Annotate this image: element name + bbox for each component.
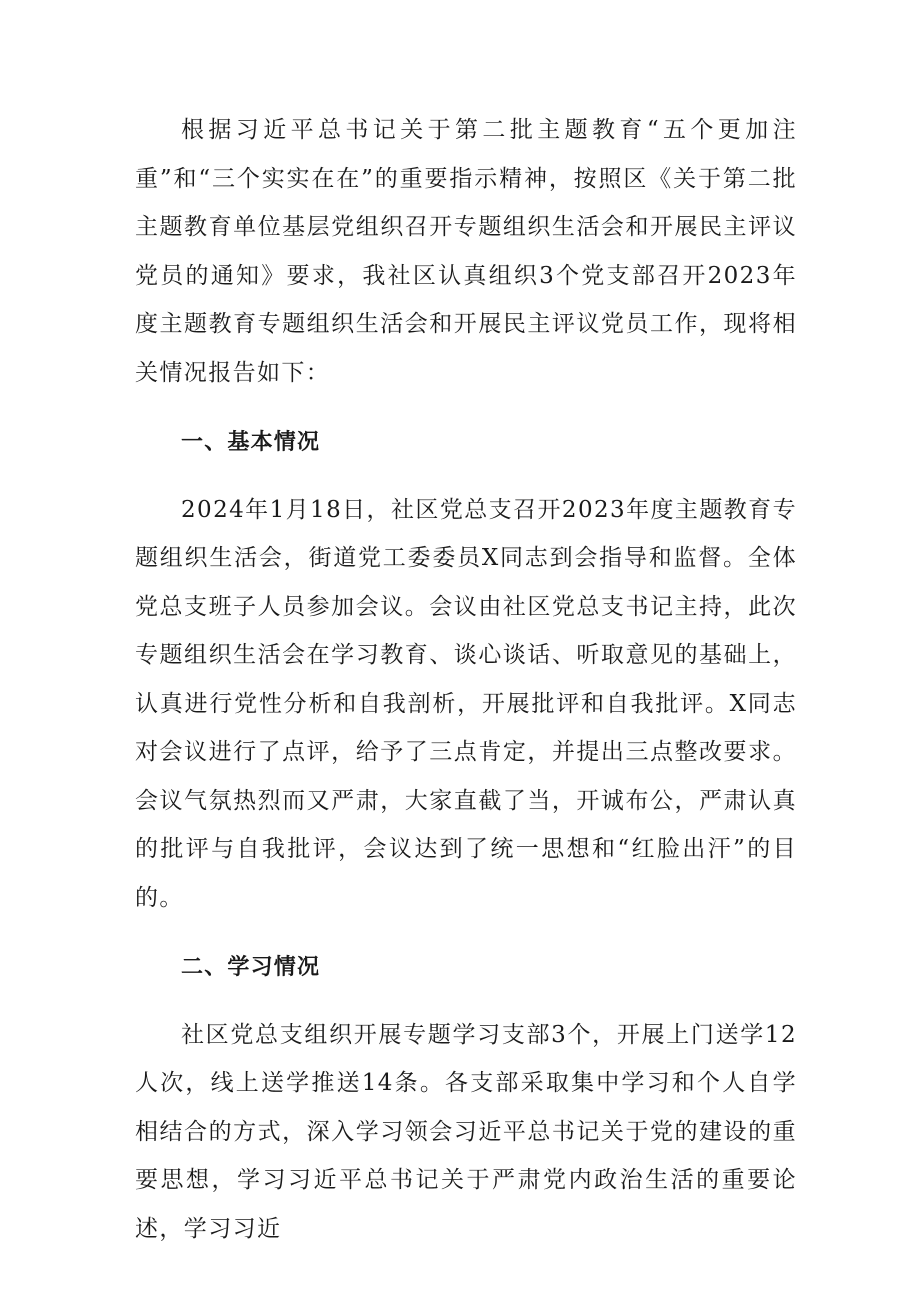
intro-paragraph: 根据习近平总书记关于第二批主题教育“五个更加注重”和“三个实实在在”的重要指示精神，按照区《关于第二批主题教育单位基层党组织召开专题组织生活会和开展民主评议党员的通知》要求，我社区认真组织3个党支部召开2023年度主题教育专题组织生活会和开展民主评议党员工作，现将相关情况报告如下：	[135, 117, 797, 386]
document-body	[135, 106, 797, 1253]
section-1-heading: 一、基本情况	[181, 430, 321, 455]
section-1-paragraph: 2024年1月18日，社区党总支召开2023年度主题教育专题组织生活会，街道党工委委员X同志到会指导和监督。全体党总支班子人员参加会议。会议由社区党总支书记主持，此次专题组织生活会在学习教育、谈心谈话、听取意见的基础上，认真进行党性分析和自我剖析，开展批评和自我批评。X同志对会议进行了点评，给予了三点肯定，并提出三点整改要求。会议气氛热烈而又严肃，大家直截了当，开诚布公，严肃认真的批评与自我批评，会议达到了统一思想和“红脸出汗”的目的。	[135, 496, 797, 911]
section-2-heading: 二、学习情况	[181, 955, 321, 980]
spacer	[135, 922, 797, 944]
section-2-paragraph: 社区党总支组织开展专题学习支部3个，开展上门送学12人次，线上送学推送14条。各支部采取集中学习和个人自学相结合的方式，深入学习领会习近平总书记关于党的建设的重要思想，学习习近平总书记关于严肃党内政治生活的重要论述，学习习近	[135, 1021, 797, 1242]
spacer	[135, 397, 797, 419]
spacer	[135, 993, 797, 1011]
spacer	[135, 468, 797, 486]
